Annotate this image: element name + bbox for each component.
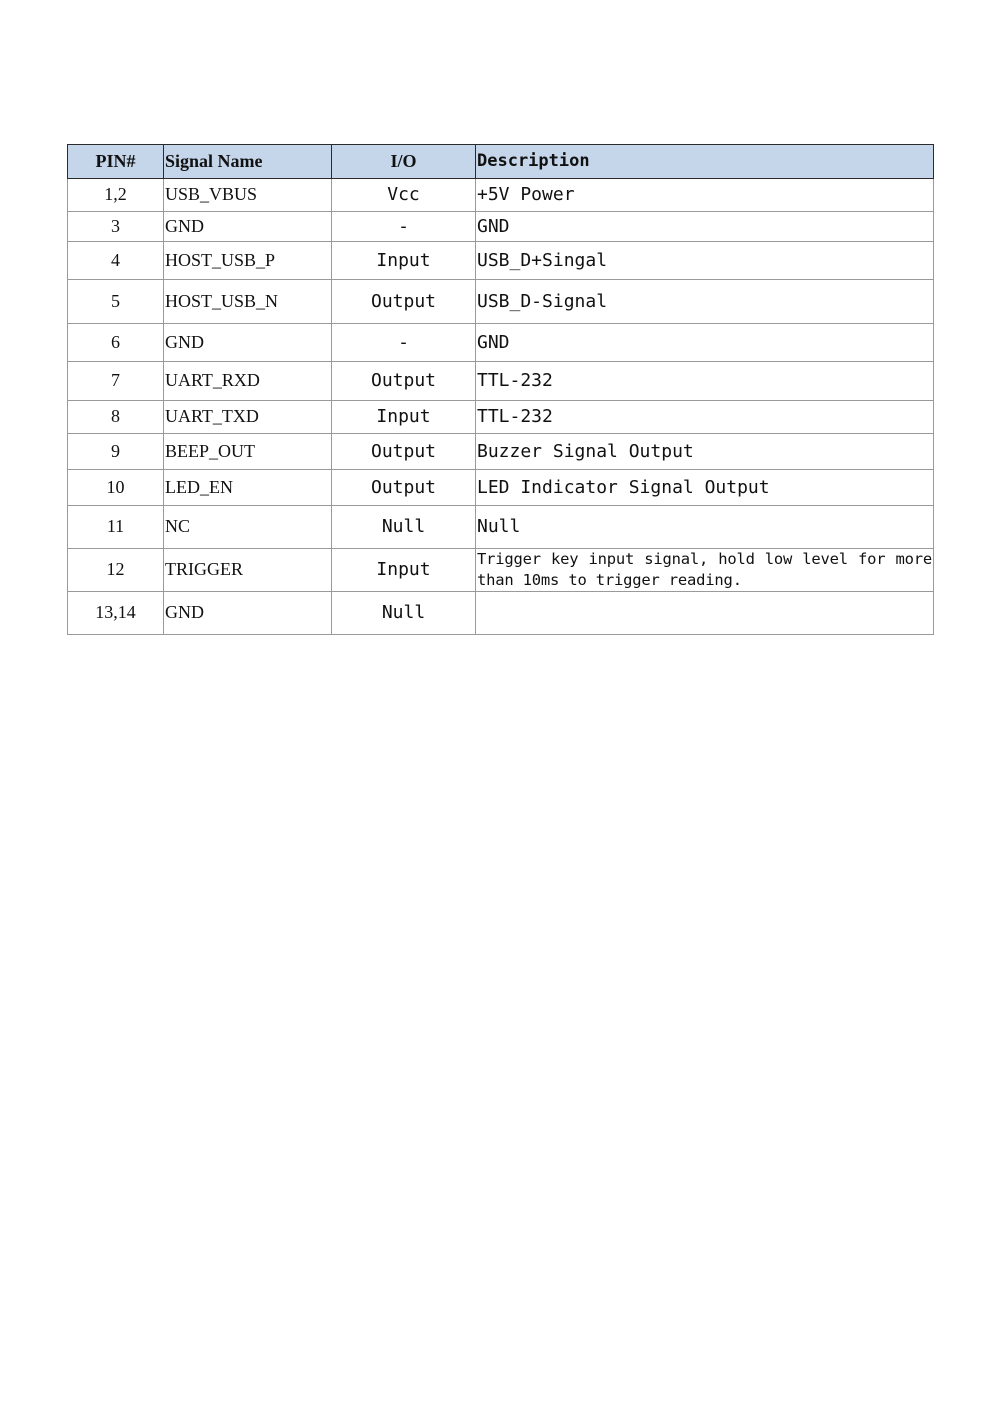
io-cell: Output <box>332 362 476 401</box>
io-cell: Vcc <box>332 179 476 212</box>
description-cell: Trigger key input signal, hold low level for more than 10ms to trigger reading. <box>476 549 934 592</box>
pin-cell: 3 <box>68 212 164 242</box>
table-row <box>68 362 934 401</box>
table-header-row <box>68 145 934 179</box>
description-cell <box>476 592 934 635</box>
description-cell: TTL-232 <box>476 362 934 401</box>
description-cell: GND <box>476 324 934 362</box>
pin-cell: 4 <box>68 242 164 280</box>
signal-cell: TRIGGER <box>164 549 332 592</box>
signal-cell: GND <box>164 324 332 362</box>
description-cell: Null <box>476 506 934 549</box>
io-cell: Output <box>332 470 476 506</box>
table-row <box>68 401 934 434</box>
io-cell: Input <box>332 549 476 592</box>
table-row <box>68 212 934 242</box>
signal-cell: NC <box>164 506 332 549</box>
pin-cell: 8 <box>68 401 164 434</box>
signal-cell: GND <box>164 592 332 635</box>
header-pin: PIN# <box>68 145 164 179</box>
signal-cell: USB_VBUS <box>164 179 332 212</box>
header-io: I/O <box>332 145 476 179</box>
io-cell: Input <box>332 242 476 280</box>
table-row <box>68 549 934 592</box>
signal-cell: LED_EN <box>164 470 332 506</box>
table-row <box>68 506 934 549</box>
table-row <box>68 470 934 506</box>
table-row <box>68 280 934 324</box>
pin-cell: 9 <box>68 434 164 470</box>
table-row <box>68 592 934 635</box>
pin-cell: 13,14 <box>68 592 164 635</box>
pin-cell: 5 <box>68 280 164 324</box>
table-row <box>68 434 934 470</box>
description-cell: LED Indicator Signal Output <box>476 470 934 506</box>
signal-cell: UART_RXD <box>164 362 332 401</box>
table-row <box>68 179 934 212</box>
signal-cell: HOST_USB_P <box>164 242 332 280</box>
io-cell: Null <box>332 506 476 549</box>
pin-cell: 11 <box>68 506 164 549</box>
io-cell: - <box>332 324 476 362</box>
signal-cell: BEEP_OUT <box>164 434 332 470</box>
io-cell: Output <box>332 280 476 324</box>
io-cell: Null <box>332 592 476 635</box>
table-row <box>68 324 934 362</box>
description-cell: USB_D-Signal <box>476 280 934 324</box>
io-cell: - <box>332 212 476 242</box>
pin-cell: 10 <box>68 470 164 506</box>
pin-cell: 6 <box>68 324 164 362</box>
signal-cell: GND <box>164 212 332 242</box>
header-signal-name: Signal Name <box>164 145 332 179</box>
pin-definition-table <box>67 144 934 635</box>
table-row <box>68 242 934 280</box>
signal-cell: HOST_USB_N <box>164 280 332 324</box>
description-cell: +5V Power <box>476 179 934 212</box>
pin-cell: 1,2 <box>68 179 164 212</box>
header-description: Description <box>476 145 934 179</box>
description-cell: Buzzer Signal Output <box>476 434 934 470</box>
io-cell: Input <box>332 401 476 434</box>
io-cell: Output <box>332 434 476 470</box>
description-cell: USB_D+Singal <box>476 242 934 280</box>
pin-cell: 7 <box>68 362 164 401</box>
signal-cell: UART_TXD <box>164 401 332 434</box>
pin-cell: 12 <box>68 549 164 592</box>
description-cell: GND <box>476 212 934 242</box>
description-cell: TTL-232 <box>476 401 934 434</box>
